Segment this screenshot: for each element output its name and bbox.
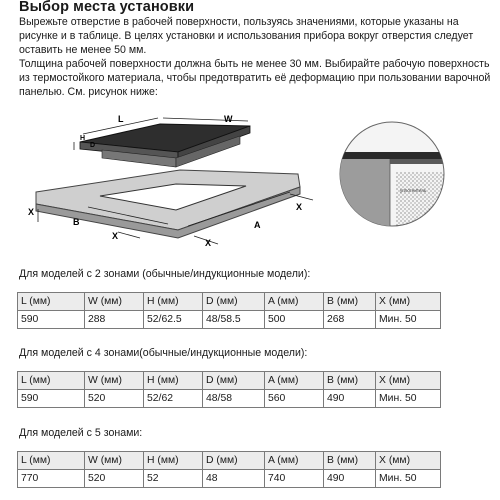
intro-paragraph-cutout: Вырежьте отверстие в рабочей поверхности, пользуясь значениями, которые указаны на рисунке и в таблице. В целях установки и использования прибора вокруг отверстия следует оставить не менее 50 мм. (19, 16, 474, 57)
cell-d: 48 (203, 470, 265, 488)
header-a: A (мм) (265, 452, 324, 470)
label-a: A (254, 220, 261, 230)
caption-5-zones: Для моделей с 5 зонами: (19, 427, 143, 439)
hob (80, 124, 250, 167)
cell-b: 490 (324, 390, 376, 408)
header-w: W (мм) (85, 452, 144, 470)
spec-table-2-zones (17, 292, 441, 329)
label-w: W (224, 114, 233, 124)
label-h: H (80, 135, 86, 142)
cell-x: Мин. 50 (376, 470, 441, 488)
header-h: H (мм) (144, 372, 203, 390)
table-row (18, 311, 441, 329)
cell-b: 490 (324, 470, 376, 488)
spec-table-4-zones (17, 371, 441, 408)
table-header-row (18, 372, 441, 390)
label-b: B (73, 217, 80, 227)
header-a: A (мм) (265, 293, 324, 311)
seal-label: уплотнитель (400, 188, 427, 193)
table-header-row (18, 452, 441, 470)
cell-w: 288 (85, 311, 144, 329)
page-title: Выбор места установки (19, 0, 195, 15)
label-x-front: X (205, 238, 212, 248)
table-row (18, 390, 441, 408)
header-d: D (мм) (203, 452, 265, 470)
caption-2-zones: Для моделей с 2 зонами (обычные/индукционные модели): (19, 268, 311, 280)
header-b: B (мм) (324, 452, 376, 470)
intro-paragraph-thickness: Толщина рабочей поверхности должна быть не менее 30 мм. Выбирайте рабочую поверхность из термостойкого материала, чтобы предотвратить её деформацию при пользовании варочной панелью. См. рисунок ниже: (19, 58, 491, 99)
installation-diagram (28, 112, 468, 252)
cell-h: 52/62.5 (144, 311, 203, 329)
label-l: L (118, 114, 124, 124)
table-header-row (18, 293, 441, 311)
cell-x: Мин. 50 (376, 311, 441, 329)
cell-l: 590 (18, 390, 85, 408)
cell-l: 590 (18, 311, 85, 329)
label-x-left: X (28, 207, 35, 217)
label-x-right: X (296, 202, 303, 212)
cell-a: 500 (265, 311, 324, 329)
intro-text (19, 15, 495, 100)
header-l: L (мм) (18, 293, 85, 311)
header-w: W (мм) (85, 372, 144, 390)
header-d: D (мм) (203, 372, 265, 390)
spec-table-5-zones (17, 451, 441, 488)
cell-l: 770 (18, 470, 85, 488)
table-row (18, 470, 441, 488)
cell-w: 520 (85, 470, 144, 488)
cell-a: 560 (265, 390, 324, 408)
header-d: D (мм) (203, 293, 265, 311)
cell-h: 52/62 (144, 390, 203, 408)
caption-4-zones: Для моделей с 4 зонами(обычные/индукционные модели): (19, 347, 308, 359)
header-x: X (мм) (376, 372, 441, 390)
header-b: B (мм) (324, 293, 376, 311)
cell-d: 48/58.5 (203, 311, 265, 329)
header-a: A (мм) (265, 372, 324, 390)
header-w: W (мм) (85, 293, 144, 311)
cell-d: 48/58 (203, 390, 265, 408)
cell-a: 740 (265, 470, 324, 488)
header-h: H (мм) (144, 293, 203, 311)
header-b: B (мм) (324, 372, 376, 390)
cell-w: 520 (85, 390, 144, 408)
cell-h: 52 (144, 470, 203, 488)
header-x: X (мм) (376, 452, 441, 470)
label-x-bottom: X (112, 231, 119, 241)
seal-detail-view (328, 122, 458, 239)
cell-b: 268 (324, 311, 376, 329)
cell-x: Мин. 50 (376, 390, 441, 408)
header-l: L (мм) (18, 452, 85, 470)
header-h: H (мм) (144, 452, 203, 470)
header-x: X (мм) (376, 293, 441, 311)
label-d: D (90, 142, 96, 149)
header-l: L (мм) (18, 372, 85, 390)
